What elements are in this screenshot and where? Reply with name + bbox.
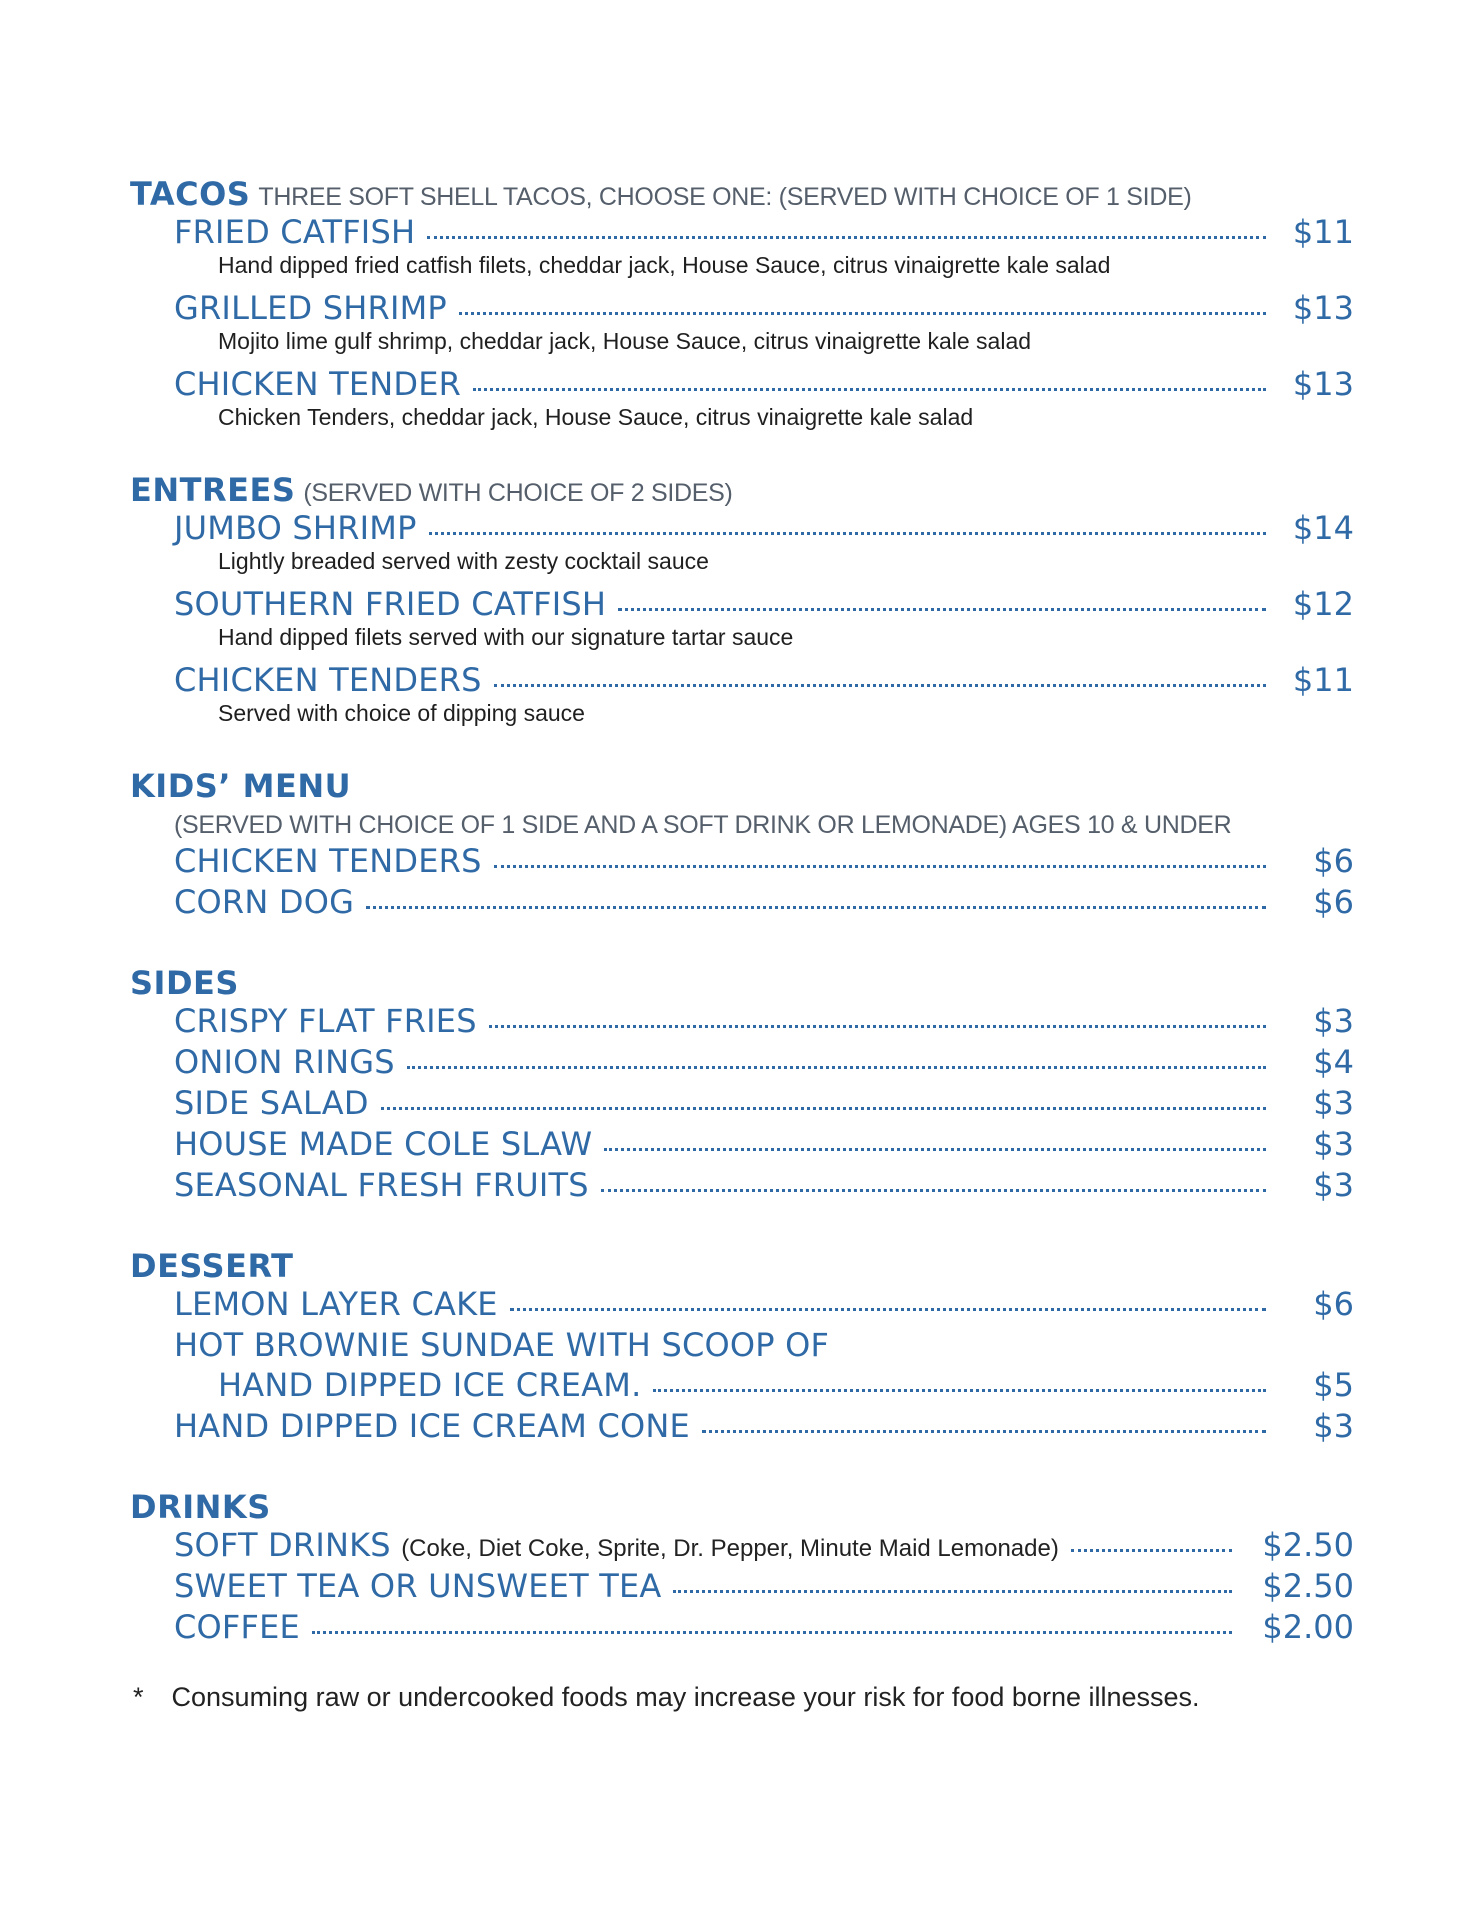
item-price: $5 xyxy=(1313,1366,1354,1404)
item-description: Hand dipped filets served with our signature tartar sauce xyxy=(218,624,794,650)
footnote xyxy=(133,1682,1200,1713)
item-price: $6 xyxy=(1313,883,1354,921)
item-price: $14 xyxy=(1292,509,1354,547)
section-header xyxy=(130,767,1360,805)
item-name: CRISPY FLAT FRIES xyxy=(174,1002,477,1040)
menu-item xyxy=(174,1567,1354,1608)
dot-leader xyxy=(381,1107,1266,1110)
menu-item xyxy=(174,1166,1354,1207)
item-name: JUMBO SHRIMP xyxy=(174,509,417,547)
item-price: $11 xyxy=(1292,661,1354,699)
section-header xyxy=(130,471,1360,509)
dot-leader xyxy=(459,312,1266,315)
item-price: $2.50 xyxy=(1262,1526,1354,1564)
item-description: Mojito lime gulf shrimp, cheddar jack, House Sauce, citrus vinaigrette kale salad xyxy=(218,328,1032,354)
menu-item xyxy=(174,883,1354,924)
dot-leader xyxy=(673,1590,1232,1593)
section-note: (SERVED WITH CHOICE OF 2 SIDES) xyxy=(303,479,733,507)
menu xyxy=(130,175,1360,1689)
menu-item xyxy=(174,1526,1354,1567)
footnote-marker: * xyxy=(133,1682,144,1712)
dot-leader xyxy=(510,1308,1266,1311)
item-name: GRILLED SHRIMP xyxy=(174,289,447,327)
item-description: Served with choice of dipping sauce xyxy=(218,700,585,726)
item-price: $3 xyxy=(1313,1166,1354,1204)
section-header xyxy=(130,175,1360,213)
item-name: SOUTHERN FRIED CATFISH xyxy=(174,585,607,623)
item-inline-note: (Coke, Diet Coke, Sprite, Dr. Pepper, Minute Maid Lemonade) xyxy=(401,1535,1059,1562)
item-name: CORN DOG xyxy=(174,883,355,921)
section-header xyxy=(130,1488,1360,1526)
section-header xyxy=(130,964,1360,1002)
dot-leader xyxy=(702,1430,1266,1433)
section-title: SIDES xyxy=(130,964,239,1002)
dot-leader xyxy=(494,684,1266,687)
section-dessert xyxy=(130,1247,1360,1448)
item-name: SWEET TEA OR UNSWEET TEA xyxy=(174,1567,662,1605)
menu-item xyxy=(174,213,1354,254)
section-title: KIDS’ MENU xyxy=(130,767,352,805)
item-description: Chicken Tenders, cheddar jack, House Sauce, citrus vinaigrette kale salad xyxy=(218,404,974,430)
item-price: $13 xyxy=(1292,365,1354,403)
footnote-text: Consuming raw or undercooked foods may increase your risk for food borne illnesses. xyxy=(171,1682,1200,1712)
item-price: $11 xyxy=(1292,213,1354,251)
dot-leader xyxy=(494,865,1266,868)
item-price: $6 xyxy=(1313,842,1354,880)
menu-item xyxy=(174,1285,1354,1326)
menu-item xyxy=(174,365,1354,406)
menu-item xyxy=(174,1043,1354,1084)
item-name: SOFT DRINKS xyxy=(174,1526,391,1564)
menu-item xyxy=(174,1002,1354,1043)
section-tacos xyxy=(130,175,1360,431)
section-note: THREE SOFT SHELL TACOS, CHOOSE ONE: (SERVED WITH CHOICE OF 1 SIDE) xyxy=(258,183,1192,211)
section-drinks xyxy=(130,1488,1360,1649)
section-title: DESSERT xyxy=(130,1247,294,1285)
section-title: ENTREES xyxy=(130,471,296,509)
section-note: (SERVED WITH CHOICE OF 1 SIDE AND A SOFT DRINK OR LEMONADE) AGES 10 & UNDER xyxy=(174,811,1232,839)
menu-item xyxy=(174,842,1354,883)
dot-leader xyxy=(1071,1549,1232,1552)
item-name: HOUSE MADE COLE SLAW xyxy=(174,1125,593,1163)
section-sides xyxy=(130,964,1360,1207)
item-price: $6 xyxy=(1313,1285,1354,1323)
dot-leader xyxy=(429,532,1266,535)
menu-item xyxy=(174,1608,1354,1649)
item-name: CHICKEN TENDERS xyxy=(174,842,482,880)
item-name: HAND DIPPED ICE CREAM CONE xyxy=(174,1407,690,1445)
item-name: SIDE SALAD xyxy=(174,1084,369,1122)
item-name: COFFEE xyxy=(174,1608,300,1646)
item-price: $2.50 xyxy=(1262,1567,1354,1605)
item-name: LEMON LAYER CAKE xyxy=(174,1285,498,1323)
item-name: FRIED CATFISH xyxy=(174,213,416,251)
section-title: DRINKS xyxy=(130,1488,271,1526)
item-name-wrapper xyxy=(174,1526,1059,1564)
dot-leader xyxy=(312,1631,1232,1634)
item-price: $3 xyxy=(1313,1084,1354,1122)
menu-item xyxy=(174,1084,1354,1125)
item-price: $3 xyxy=(1313,1125,1354,1163)
item-name: ONION RINGS xyxy=(174,1043,395,1081)
menu-item xyxy=(174,661,1354,702)
section-header xyxy=(130,1247,1360,1285)
item-name: CHICKEN TENDER xyxy=(174,365,462,403)
item-name-continued: HAND DIPPED ICE CREAM. xyxy=(218,1366,642,1404)
dot-leader xyxy=(618,608,1266,611)
item-price: $4 xyxy=(1313,1043,1354,1081)
item-price: $13 xyxy=(1292,289,1354,327)
item-name: CHICKEN TENDERS xyxy=(174,661,482,699)
menu-item-first-line xyxy=(174,1326,1354,1366)
menu-item xyxy=(174,1125,1354,1166)
menu-item xyxy=(174,509,1354,550)
section-kids-menu xyxy=(130,767,1360,924)
item-description: Lightly breaded served with zesty cocktail sauce xyxy=(218,548,709,574)
menu-item xyxy=(174,1407,1354,1448)
item-name: HOT BROWNIE SUNDAE WITH SCOOP OF xyxy=(174,1326,830,1364)
dot-leader xyxy=(653,1389,1266,1392)
item-price: $2.00 xyxy=(1262,1608,1354,1646)
item-name: SEASONAL FRESH FRUITS xyxy=(174,1166,589,1204)
item-description: Hand dipped fried catfish filets, cheddar jack, House Sauce, citrus vinaigrette kale salad xyxy=(218,252,1111,278)
dot-leader xyxy=(604,1148,1266,1151)
section-title: TACOS xyxy=(130,175,251,213)
dot-leader xyxy=(407,1066,1266,1069)
item-price: $3 xyxy=(1313,1002,1354,1040)
menu-item xyxy=(174,585,1354,626)
section-entrees xyxy=(130,471,1360,727)
menu-item-second-line xyxy=(218,1366,1354,1407)
item-price: $3 xyxy=(1313,1407,1354,1445)
dot-leader xyxy=(601,1189,1266,1192)
dot-leader xyxy=(473,388,1266,391)
item-price: $12 xyxy=(1292,585,1354,623)
dot-leader xyxy=(427,236,1266,239)
dot-leader xyxy=(366,906,1266,909)
dot-leader xyxy=(489,1025,1266,1028)
menu-item xyxy=(174,289,1354,330)
